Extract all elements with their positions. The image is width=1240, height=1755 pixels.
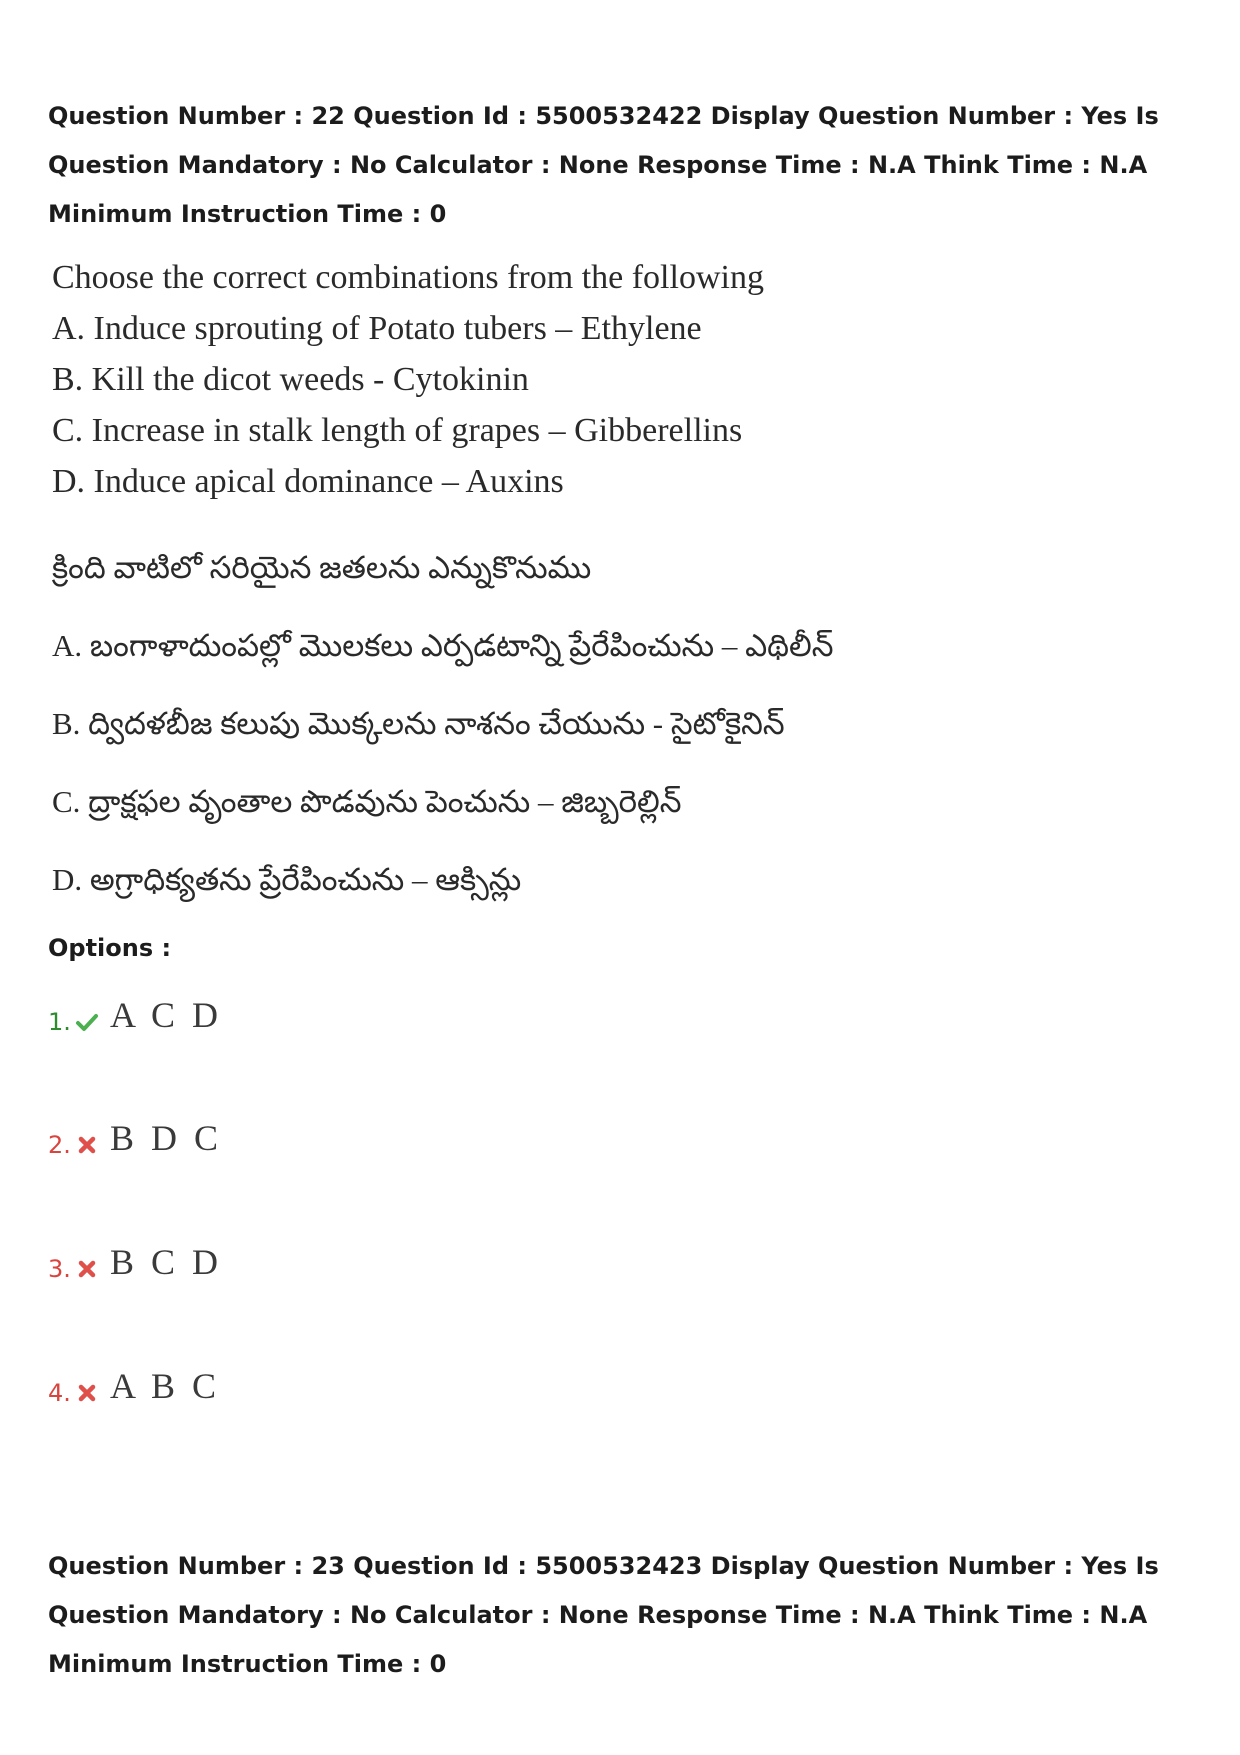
option-1[interactable] <box>48 985 222 1045</box>
option-number: 3. <box>48 1255 71 1283</box>
cross-icon <box>74 1380 100 1406</box>
telugu-statement-c: C. ద్రాక్షఫల వృంతాల పొడవును పెంచును – జిబ్బరెల్లిన్ <box>52 784 682 819</box>
statement-a: A. Induce sprouting of Potato tubers – Ethylene <box>52 310 702 347</box>
question-stem: Choose the correct combinations from the following <box>52 259 764 296</box>
option-number: 2. <box>48 1131 71 1159</box>
check-icon <box>74 1009 100 1035</box>
option-text: B D C <box>110 1118 223 1158</box>
option-4[interactable] <box>48 1356 220 1416</box>
telugu-statement-b: B. ద్విదళబీజ కలుపు మొక్కలను నాశనం చేయును - సైటోకైనిన్ <box>52 706 785 741</box>
option-text: A C D <box>110 995 223 1035</box>
question-english <box>52 252 1052 507</box>
cross-icon <box>74 1256 100 1282</box>
statement-c: C. Increase in stalk length of grapes – Gibberellins <box>52 412 743 449</box>
options-label: Options : <box>48 934 172 962</box>
question-22-metadata: Question Number : 22 Question Id : 5500532422 Display Question Number : Yes Is Question Mandatory : No Calculator : None Response Time : N.A Think Time : N.A Minimum Instruction Time : 0 <box>48 102 1159 228</box>
question-23-metadata: Question Number : 23 Question Id : 5500532423 Display Question Number : Yes Is Question Mandatory : No Calculator : None Response Time : N.A Think Time : N.A Minimum Instruction Time : 0 <box>48 1552 1159 1678</box>
option-3[interactable] <box>48 1232 222 1292</box>
option-number: 1. <box>48 1008 71 1036</box>
option-text: A B C <box>110 1366 221 1406</box>
question-telugu <box>52 529 1052 919</box>
telugu-statement-a: A. బంగాళాదుంపల్లో మొలకలు ఎర్పడటాన్ని ప్రేరేపించును – ఎథిలీన్ <box>52 628 834 663</box>
cross-icon <box>74 1132 100 1158</box>
telugu-statement-d: D. అగ్రాధిక్యతను ప్రేరేపించును – ఆక్సిన్లు <box>52 862 522 897</box>
option-number: 4. <box>48 1379 71 1407</box>
option-text: B C D <box>110 1242 223 1282</box>
statement-d: D. Induce apical dominance – Auxins <box>52 463 564 500</box>
telugu-stem: క్రింది వాటిలో సరియైన జతలను ఎన్నుకొనుము <box>52 550 592 585</box>
statement-b: B. Kill the dicot weeds - Cytokinin <box>52 361 529 398</box>
option-2[interactable] <box>48 1108 222 1168</box>
question-22-body <box>52 252 1052 919</box>
